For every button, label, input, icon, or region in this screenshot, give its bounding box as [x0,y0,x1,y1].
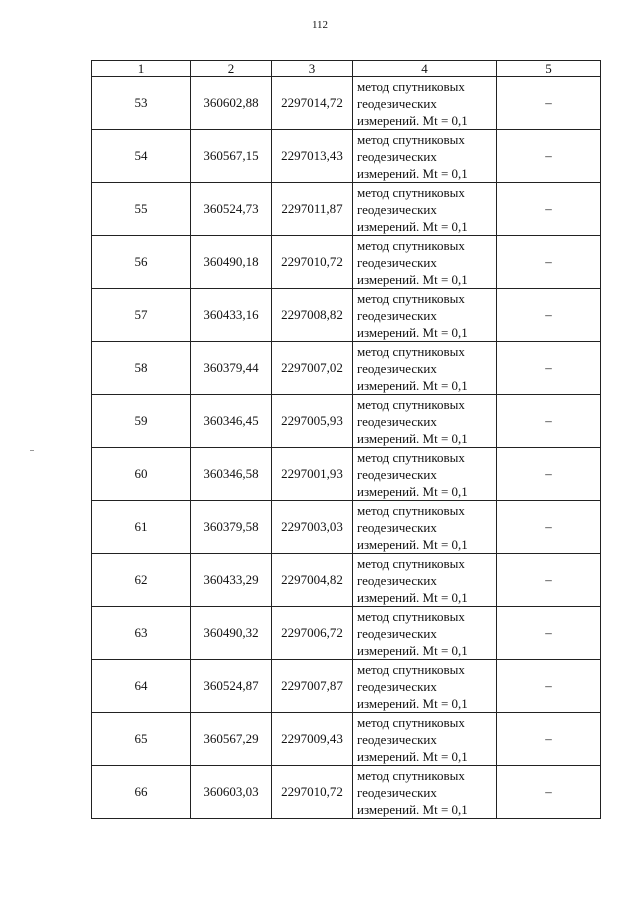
y-coordinate-cell: 2297005,93 [272,395,353,448]
method-line: измерений. Mt = 0,1 [357,218,468,234]
method-cell [353,766,497,819]
method-line: метод спутниковых [357,608,465,624]
table-row [92,342,601,395]
method-cell [353,395,497,448]
method-cell [353,130,497,183]
x-coordinate-cell: 360567,29 [191,713,272,766]
table-row [92,766,601,819]
point-number-cell: 65 [92,713,191,766]
method-line: измерений. Mt = 0,1 [357,271,468,287]
point-number-cell: 57 [92,289,191,342]
point-number-cell: 64 [92,660,191,713]
note-cell: – [497,130,601,183]
method-line: геодезических [357,201,437,217]
table-row [92,289,601,342]
table-row [92,501,601,554]
method-line: измерений. Mt = 0,1 [357,377,468,393]
method-line: измерений. Mt = 0,1 [357,748,468,764]
point-number-cell: 56 [92,236,191,289]
method-cell [353,236,497,289]
y-coordinate-cell: 2297010,72 [272,236,353,289]
method-cell [353,554,497,607]
point-number-cell: 66 [92,766,191,819]
method-line: метод спутниковых [357,343,465,359]
note-cell: – [497,501,601,554]
method-cell [353,77,497,130]
page-number: 112 [311,19,329,31]
method-line: измерений. Mt = 0,1 [357,483,468,499]
note-cell: – [497,77,601,130]
table-row [92,236,601,289]
table-body [92,77,601,819]
point-number-cell: 54 [92,130,191,183]
method-line: метод спутниковых [357,184,465,200]
method-line: метод спутниковых [357,237,465,253]
method-cell [353,660,497,713]
header-col-4: 4 [353,61,497,77]
note-cell: – [497,607,601,660]
note-cell: – [497,395,601,448]
note-cell: – [497,713,601,766]
method-line: измерений. Mt = 0,1 [357,589,468,605]
x-coordinate-cell: 360379,58 [191,501,272,554]
x-coordinate-cell: 360524,87 [191,660,272,713]
method-line: измерений. Mt = 0,1 [357,112,468,128]
method-line: геодезических [357,360,437,376]
y-coordinate-cell: 2297007,02 [272,342,353,395]
y-coordinate-cell: 2297001,93 [272,448,353,501]
method-line: метод спутниковых [357,555,465,571]
y-coordinate-cell: 2297014,72 [272,77,353,130]
point-number-cell: 58 [92,342,191,395]
method-line: измерений. Mt = 0,1 [357,165,468,181]
y-coordinate-cell: 2297004,82 [272,554,353,607]
method-line: метод спутниковых [357,78,465,94]
note-cell: – [497,183,601,236]
method-line: геодезических [357,519,437,535]
note-cell: – [497,660,601,713]
x-coordinate-cell: 360524,73 [191,183,272,236]
x-coordinate-cell: 360603,03 [191,766,272,819]
method-cell [353,607,497,660]
method-cell [353,289,497,342]
y-coordinate-cell: 2297006,72 [272,607,353,660]
method-cell [353,501,497,554]
method-line: геодезических [357,731,437,747]
x-coordinate-cell: 360433,16 [191,289,272,342]
y-coordinate-cell: 2297008,82 [272,289,353,342]
table-row [92,713,601,766]
method-line: измерений. Mt = 0,1 [357,801,468,817]
method-cell [353,713,497,766]
y-coordinate-cell: 2297007,87 [272,660,353,713]
x-coordinate-cell: 360379,44 [191,342,272,395]
note-cell: – [497,236,601,289]
method-line: метод спутниковых [357,502,465,518]
scan-artifact [30,450,34,451]
point-number-cell: 62 [92,554,191,607]
table-row [92,77,601,130]
method-cell [353,183,497,236]
y-coordinate-cell: 2297010,72 [272,766,353,819]
table-row [92,130,601,183]
method-line: измерений. Mt = 0,1 [357,430,468,446]
y-coordinate-cell: 2297003,03 [272,501,353,554]
method-line: геодезических [357,625,437,641]
table-row [92,183,601,236]
method-line: метод спутниковых [357,396,465,412]
table-row [92,448,601,501]
header-col-3: 3 [272,61,353,77]
method-line: метод спутниковых [357,290,465,306]
x-coordinate-cell: 360490,18 [191,236,272,289]
method-line: геодезических [357,466,437,482]
method-line: измерений. Mt = 0,1 [357,536,468,552]
method-line: геодезических [357,148,437,164]
table-row [92,554,601,607]
point-number-cell: 63 [92,607,191,660]
method-cell [353,342,497,395]
x-coordinate-cell: 360602,88 [191,77,272,130]
x-coordinate-cell: 360490,32 [191,607,272,660]
method-line: измерений. Mt = 0,1 [357,642,468,658]
y-coordinate-cell: 2297011,87 [272,183,353,236]
table-row [92,395,601,448]
method-line: метод спутниковых [357,714,465,730]
point-number-cell: 60 [92,448,191,501]
coordinates-table [91,60,601,819]
point-number-cell: 61 [92,501,191,554]
method-line: геодезических [357,95,437,111]
method-line: геодезических [357,307,437,323]
note-cell: – [497,289,601,342]
method-line: геодезических [357,572,437,588]
x-coordinate-cell: 360346,45 [191,395,272,448]
table-header-row [92,61,601,77]
header-col-5: 5 [497,61,601,77]
method-line: геодезических [357,784,437,800]
note-cell: – [497,342,601,395]
y-coordinate-cell: 2297009,43 [272,713,353,766]
point-number-cell: 53 [92,77,191,130]
x-coordinate-cell: 360433,29 [191,554,272,607]
table-row [92,660,601,713]
point-number-cell: 59 [92,395,191,448]
method-line: геодезических [357,413,437,429]
method-cell [353,448,497,501]
note-cell: – [497,554,601,607]
method-line: измерений. Mt = 0,1 [357,695,468,711]
point-number-cell: 55 [92,183,191,236]
header-col-2: 2 [191,61,272,77]
note-cell: – [497,766,601,819]
method-line: метод спутниковых [357,449,465,465]
note-cell: – [497,448,601,501]
header-col-1: 1 [92,61,191,77]
x-coordinate-cell: 360567,15 [191,130,272,183]
y-coordinate-cell: 2297013,43 [272,130,353,183]
method-line: метод спутниковых [357,131,465,147]
method-line: геодезических [357,254,437,270]
method-line: геодезических [357,678,437,694]
method-line: измерений. Mt = 0,1 [357,324,468,340]
x-coordinate-cell: 360346,58 [191,448,272,501]
method-line: метод спутниковых [357,661,465,677]
table-row [92,607,601,660]
method-line: метод спутниковых [357,767,465,783]
